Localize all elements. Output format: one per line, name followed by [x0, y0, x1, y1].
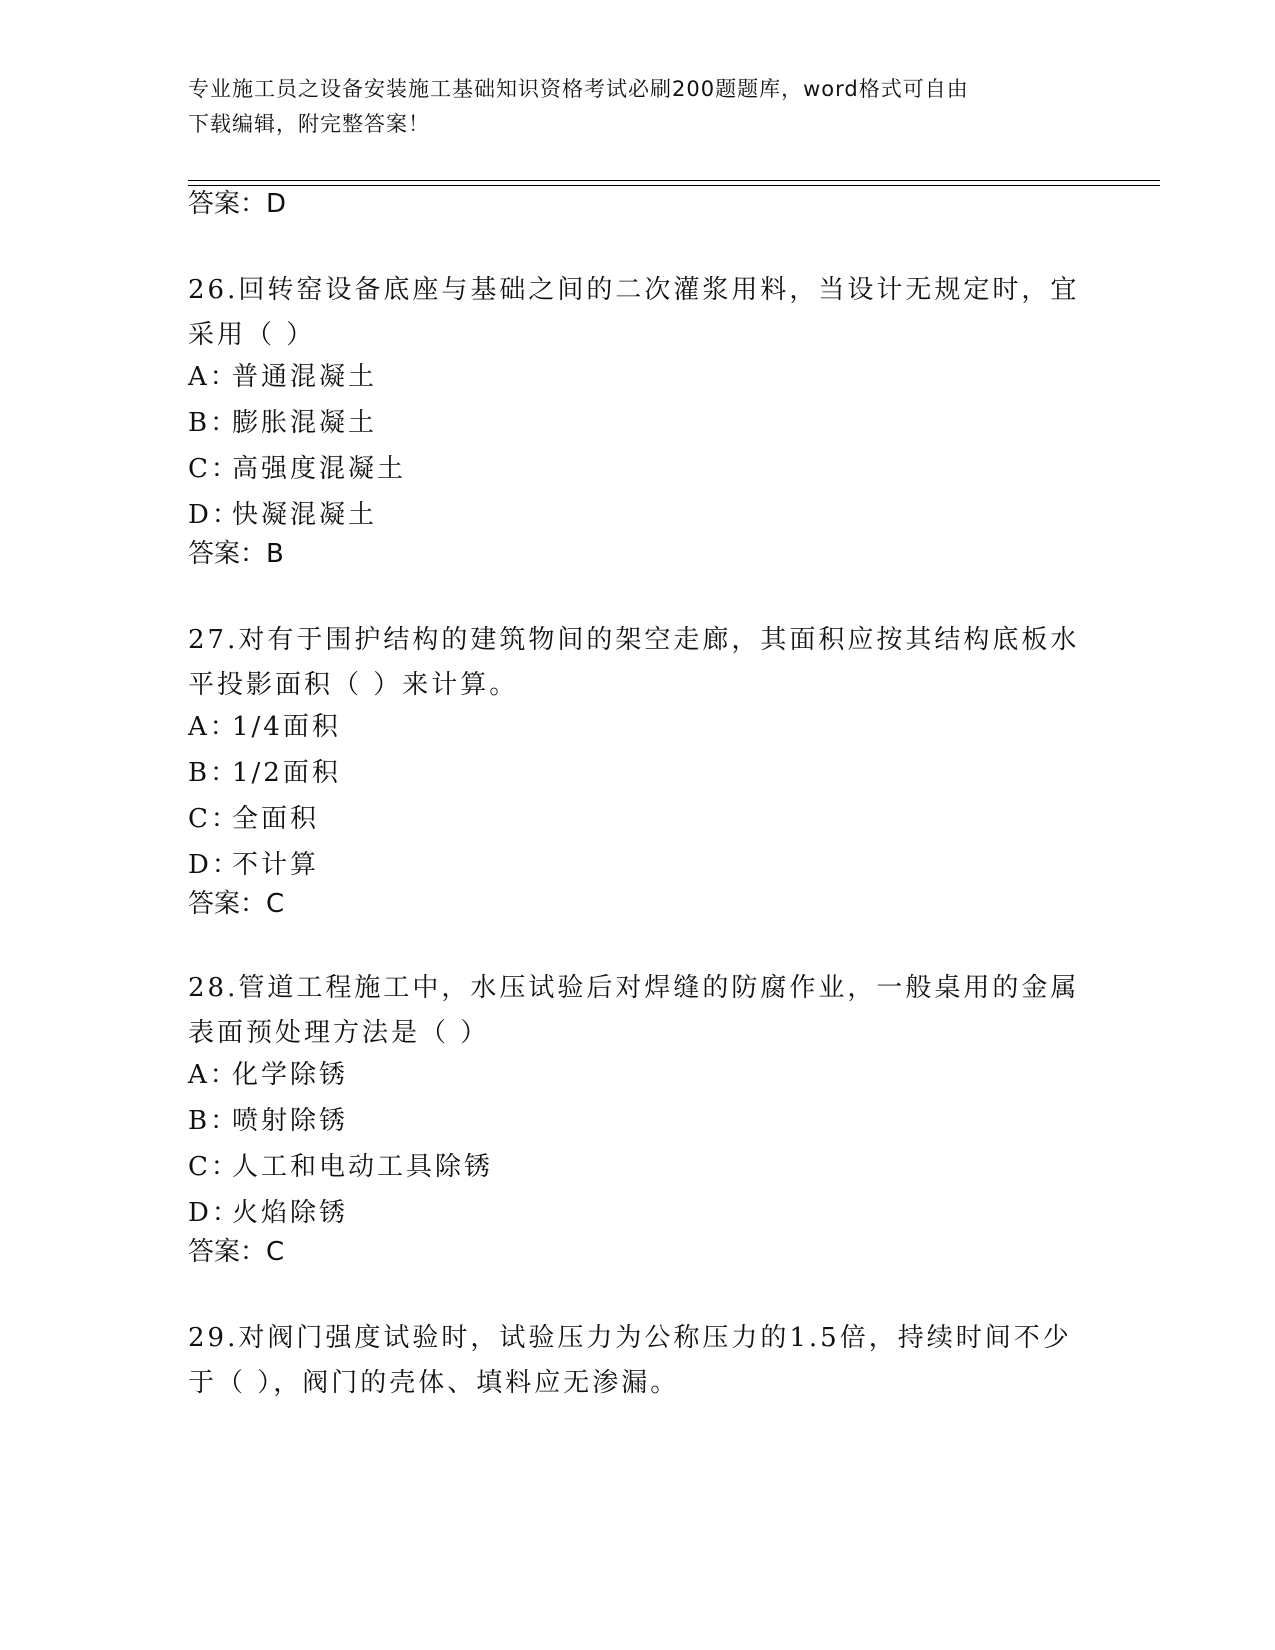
document-header: [188, 72, 1068, 142]
option-c: C：人工和电动工具除锈: [188, 1152, 494, 1182]
header-line-1: 专业施工员之设备安装施工基础知识资格考试必刷200题题库，word格式可自由: [188, 77, 969, 101]
option-d: D：火焰除锈: [188, 1198, 349, 1228]
question-text-line-2: 采用（ ）: [188, 320, 316, 350]
question-text-line-1: 29.对阀门强度试验时，试验压力为公称压力的1.5倍，持续时间不少: [188, 1323, 1072, 1353]
option-d: D：快凝混凝土: [188, 500, 378, 530]
question-28-options: [188, 1055, 493, 1239]
question-text-line-1: 27.对有于围护结构的建筑物间的架空走廊，其面积应按其结构底板水: [188, 625, 1080, 655]
option-c: C：高强度混凝土: [188, 454, 407, 484]
question-text-line-2: 平投影面积（ ）来计算。: [188, 670, 519, 700]
option-b: B：喷射除锈: [188, 1106, 349, 1136]
question-26-options: [188, 357, 406, 541]
option-b: B：膨胀混凝土: [188, 408, 378, 438]
header-line-2: 下载编辑，附完整答案！: [188, 112, 430, 136]
option-a: A：1/4面积: [188, 712, 341, 742]
option-d: D：不计算: [188, 850, 320, 880]
header-rule-thick: [188, 185, 1160, 186]
option-a: A：化学除锈: [188, 1060, 349, 1090]
header-rule-thin: [188, 180, 1160, 181]
question-27: [188, 618, 1088, 708]
question-27-options: [188, 707, 341, 891]
answer-28: 答案：C: [188, 1237, 285, 1267]
question-28: [188, 966, 1088, 1056]
question-29: [188, 1316, 1088, 1406]
answer-27: 答案：C: [188, 889, 285, 919]
option-b: B：1/2面积: [188, 758, 341, 788]
question-26: [188, 268, 1088, 358]
previous-answer: 答案：D: [188, 189, 287, 219]
question-text-line-1: 28.管道工程施工中，水压试验后对焊缝的防腐作业，一般桌用的金属: [188, 973, 1080, 1003]
question-text-line-2: 表面预处理方法是（ ）: [188, 1018, 490, 1048]
question-text-line-2: 于（ ），阀门的壳体、填料应无渗漏。: [188, 1368, 680, 1398]
answer-26: 答案：B: [188, 539, 284, 569]
option-a: A：普通混凝土: [188, 362, 378, 392]
question-text-line-1: 26.回转窑设备底座与基础之间的二次灌浆用料，当设计无规定时，宜: [188, 275, 1080, 305]
option-c: C：全面积: [188, 804, 320, 834]
